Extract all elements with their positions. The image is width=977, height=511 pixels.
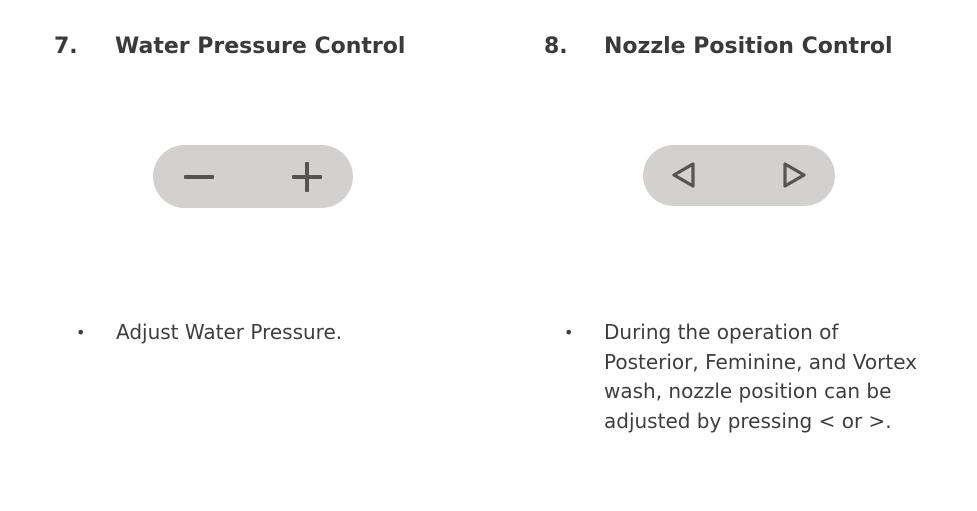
bullet-list bbox=[76, 318, 466, 348]
section-title: Water Pressure Control bbox=[115, 34, 406, 59]
triangle-right-icon bbox=[776, 157, 812, 193]
bullet-point: • bbox=[76, 323, 86, 342]
bullet-text: During the operation of Posterior, Feminine, and Vortex wash, nozzle position can be adjusted by pressing < or >. bbox=[604, 320, 917, 433]
bullet-list bbox=[564, 318, 964, 436]
plus-icon bbox=[289, 159, 325, 195]
water-pressure-control-panel bbox=[153, 145, 353, 208]
bullet-point: • bbox=[564, 323, 574, 342]
bullet-text: Adjust Water Pressure. bbox=[116, 320, 343, 344]
section-title: Nozzle Position Control bbox=[604, 34, 893, 59]
minus-icon bbox=[181, 159, 217, 195]
increase-pressure-button[interactable] bbox=[289, 159, 325, 195]
section-number: 7. bbox=[54, 34, 78, 59]
water-pressure-section bbox=[0, 0, 488, 511]
nozzle-back-button[interactable] bbox=[666, 157, 702, 193]
nozzle-position-section bbox=[488, 0, 977, 511]
triangle-left-icon bbox=[666, 157, 702, 193]
nozzle-position-control-panel bbox=[643, 145, 835, 206]
nozzle-forward-button[interactable] bbox=[776, 157, 812, 193]
list-item bbox=[76, 318, 466, 348]
decrease-pressure-button[interactable] bbox=[181, 159, 217, 195]
list-item bbox=[564, 318, 964, 436]
section-number: 8. bbox=[544, 34, 568, 59]
